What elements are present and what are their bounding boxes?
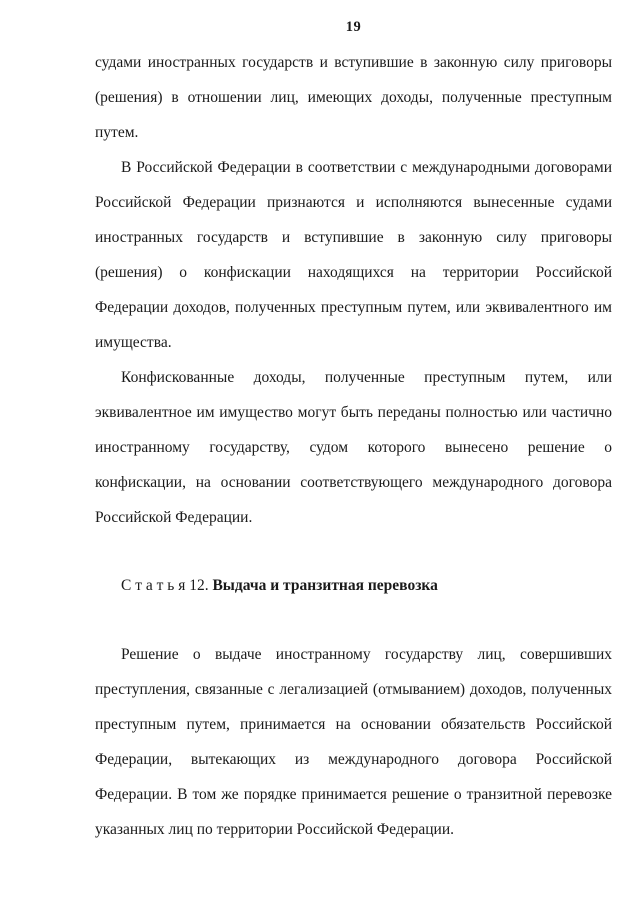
text-column (95, 0, 612, 847)
text-line: имущества. (95, 334, 172, 351)
paragraph (95, 150, 612, 360)
paragraph (95, 45, 612, 150)
text-line: Российской Федерации признаются и исполняются вынесенные судами (95, 194, 612, 211)
paragraph (95, 637, 612, 847)
text-line: иностранному государству, судом которого вынесено решение о (95, 439, 612, 456)
document-body (95, 45, 612, 847)
text-line: указанных лиц по территории Российской Федерации. (95, 821, 454, 838)
text-line: (решения) о конфискации находящихся на территории Российской (95, 264, 612, 281)
text-line: иностранных государств и вступившие в законную силу приговоры (95, 229, 612, 246)
text-line: преступления, связанные с легализацией (отмыванием) доходов, полученных (95, 681, 612, 698)
text-line: Федерации, вытекающих из международного договора Российской (95, 751, 612, 768)
paragraph (95, 360, 612, 535)
text-line: Решение о выдаче иностранному государству лиц, совершивших (121, 646, 612, 663)
text-line: путем. (95, 124, 139, 141)
text-line: Конфискованные доходы, полученные преступным путем, или (121, 369, 612, 386)
text-line: конфискации, на основании соответствующего международного договора (95, 474, 612, 491)
article-number: С т а т ь я 12. (121, 577, 209, 594)
article-title: Выдача и транзитная перевозка (212, 577, 438, 594)
text-line: Федерации доходов, полученных преступным путем, или эквивалентного им (95, 299, 612, 316)
text-line: эквивалентное им имущество могут быть переданы полностью или частично (95, 404, 612, 421)
article-heading (95, 568, 612, 603)
page-number: 19 (345, 19, 362, 35)
text-line: Российской Федерации. (95, 509, 253, 526)
text-line: судами иностранных государств и вступившие в законную силу приговоры (95, 54, 612, 71)
text-line: преступным путем, принимается на основании обязательств Российской (95, 716, 612, 733)
text-line: В Российской Федерации в соответствии с международными договорами (121, 159, 612, 176)
text-line: (решения) в отношении лиц, имеющих доходы, полученные преступным (95, 89, 612, 106)
text-line: Федерации. В том же порядке принимается решение о транзитной перевозке (95, 786, 612, 803)
